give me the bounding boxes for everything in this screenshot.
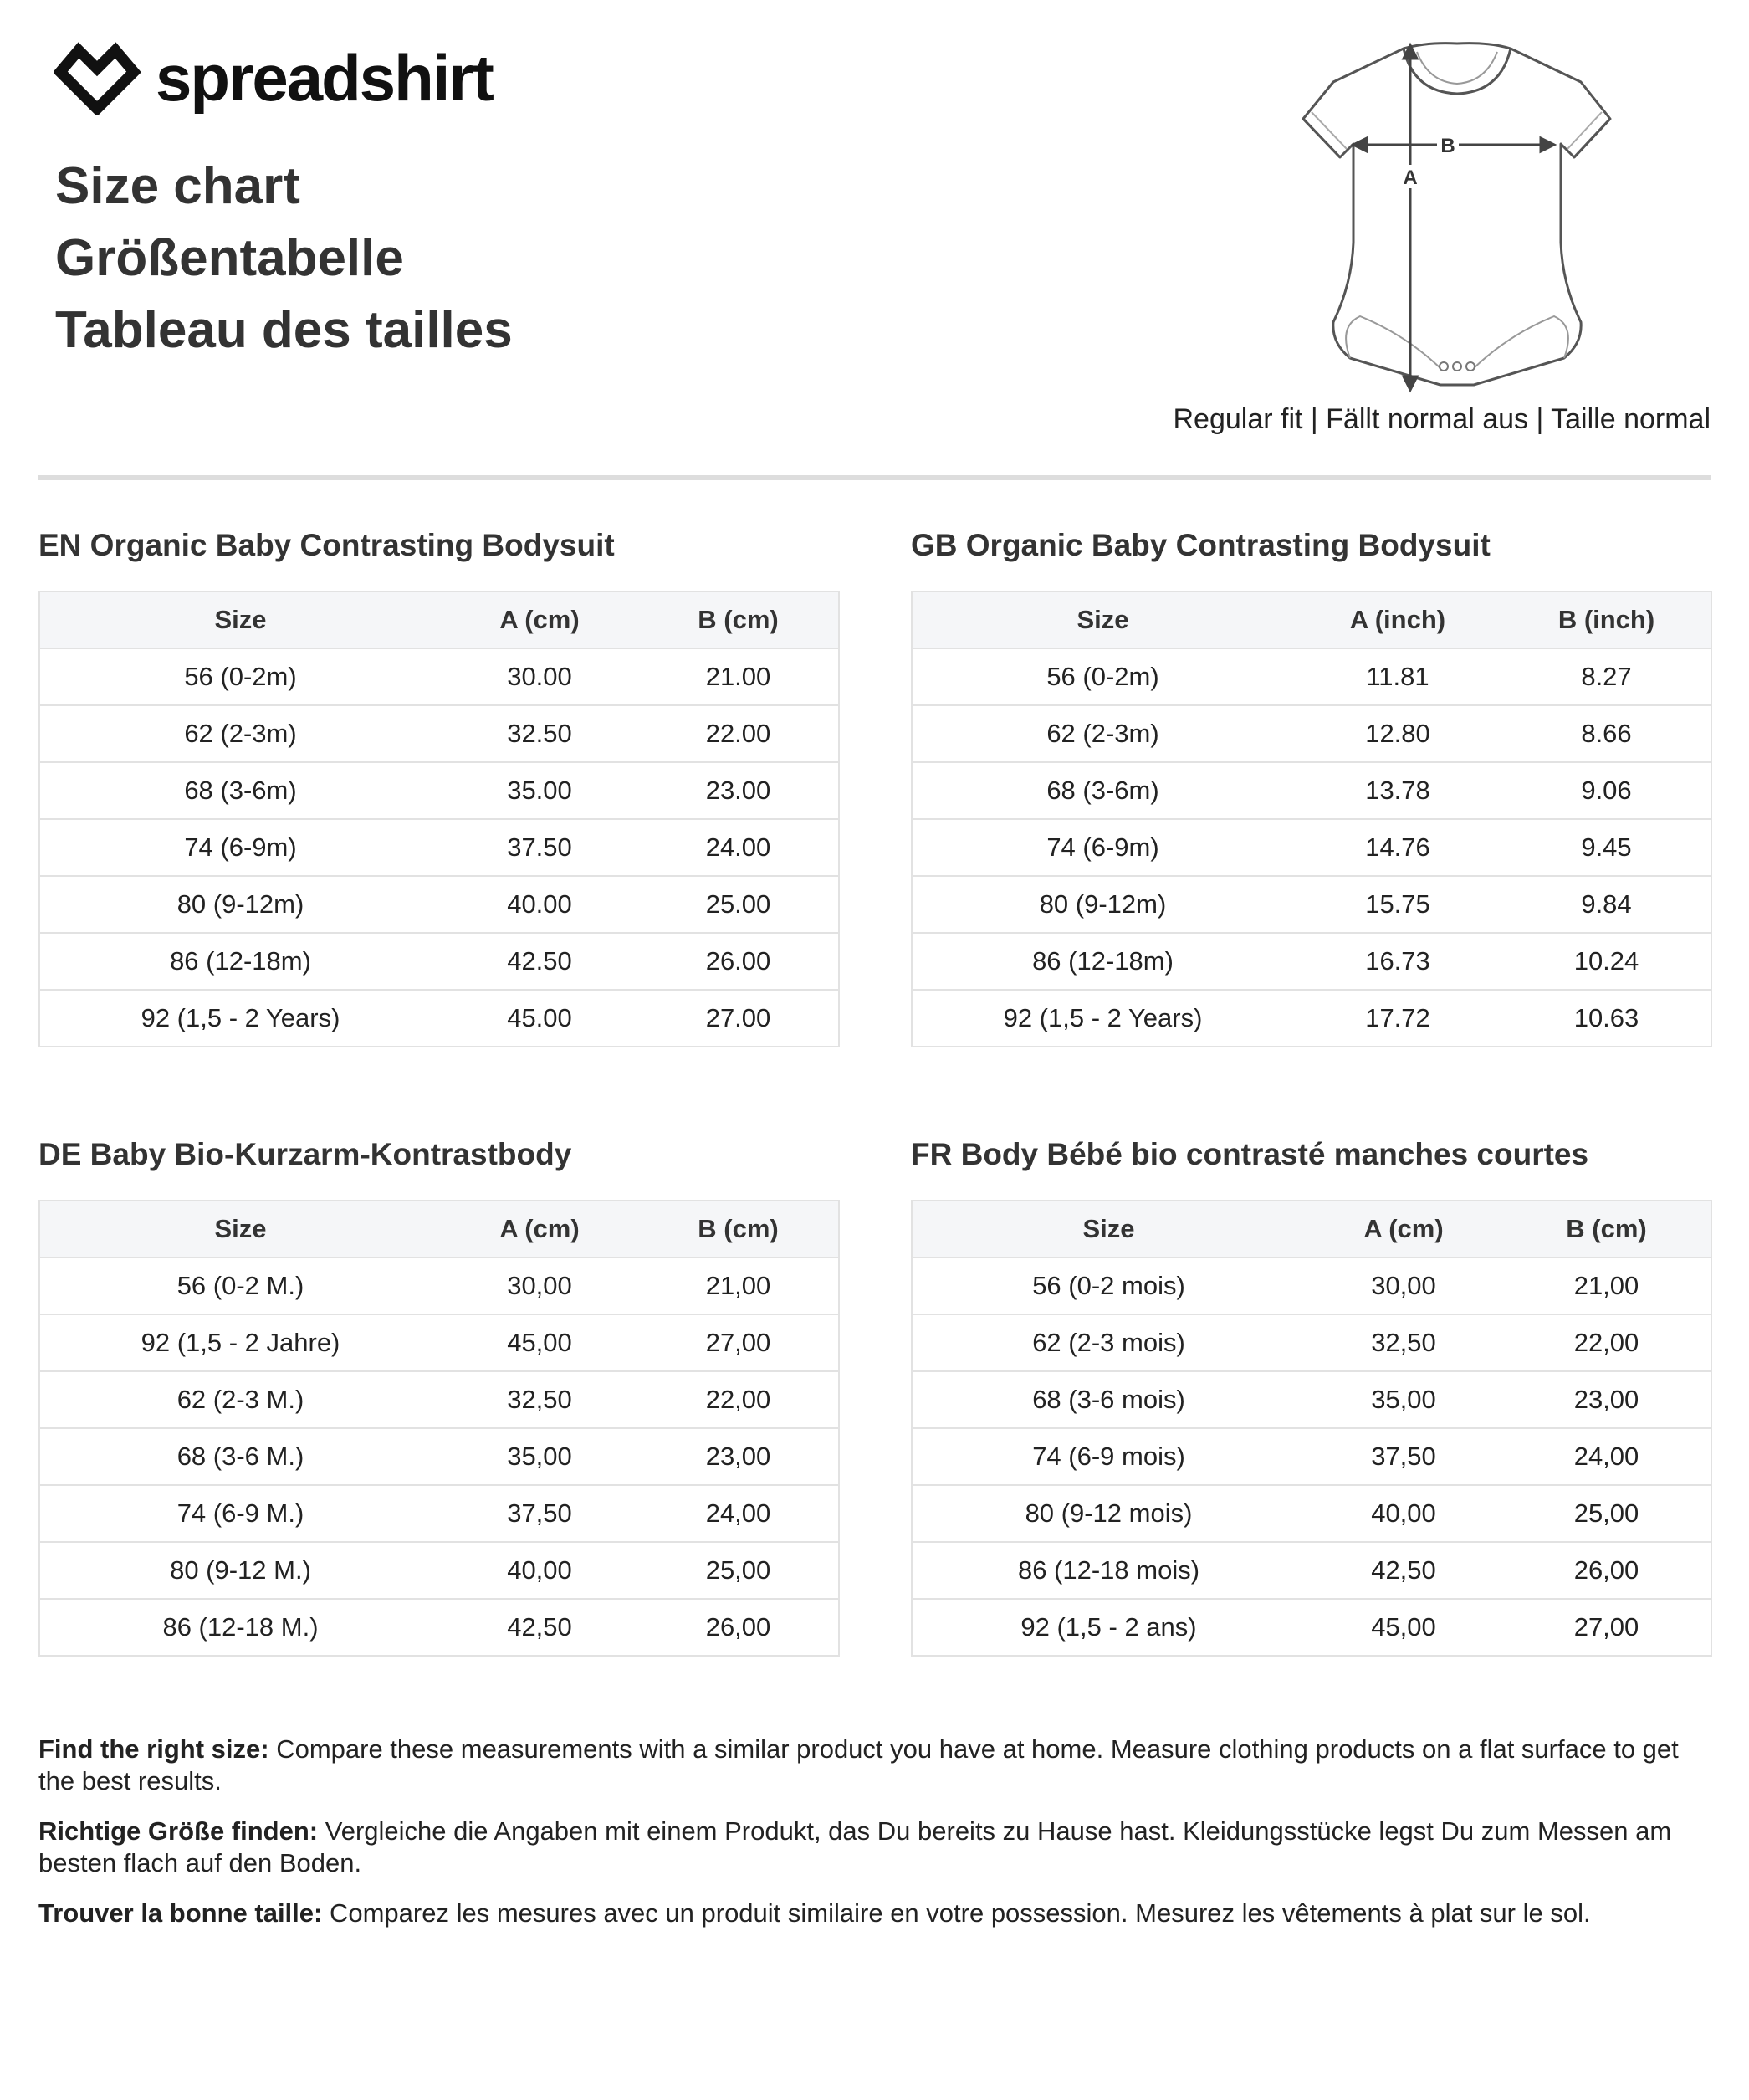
table-row: [912, 1599, 1711, 1656]
table-cell: 74 (6-9m): [912, 819, 1293, 876]
table-row: [39, 1542, 839, 1599]
brand-name: spreadshirt: [156, 41, 493, 115]
table-cell: 22.00: [638, 705, 839, 762]
table-row: [912, 762, 1711, 819]
table-cell: 9.06: [1502, 762, 1711, 819]
table-row: [39, 648, 839, 705]
column-header: A (inch): [1293, 592, 1502, 648]
table-cell: 92 (1,5 - 2 Years): [912, 990, 1293, 1047]
table-cell: 80 (9-12 M.): [39, 1542, 441, 1599]
table-cell: 56 (0-2m): [912, 648, 1293, 705]
table-title: DE Baby Bio-Kurzarm-Kontrastbody: [38, 1137, 572, 1171]
table-row: [912, 1485, 1711, 1542]
table-row: [39, 1371, 839, 1428]
table-cell: 80 (9-12 mois): [912, 1485, 1305, 1542]
column-header: B (cm): [638, 1201, 839, 1257]
table-row: [39, 705, 839, 762]
size-table-fr: [911, 1136, 1711, 1657]
table-cell: 86 (12-18 mois): [912, 1542, 1305, 1599]
table-title: FR Body Bébé bio contrasté manches courtes: [911, 1137, 1589, 1171]
table-cell: 62 (2-3 M.): [39, 1371, 441, 1428]
table-header-row: [912, 592, 1711, 648]
table-cell: 14.76: [1293, 819, 1502, 876]
table-header-row: [912, 1201, 1711, 1257]
table-row: [39, 1314, 839, 1371]
table-row: [912, 933, 1711, 990]
column-header: A (cm): [441, 1201, 638, 1257]
table-cell: 12.80: [1293, 705, 1502, 762]
table-cell: 32,50: [1305, 1314, 1502, 1371]
table-cell: 37,50: [1305, 1428, 1502, 1485]
page-title-fr: Tableau des tailles: [55, 301, 513, 359]
table-cell: 40,00: [1305, 1485, 1502, 1542]
table-cell: 26,00: [1502, 1542, 1711, 1599]
table-cell: 86 (12-18m): [912, 933, 1293, 990]
table-cell: 10.63: [1502, 990, 1711, 1047]
brand-logo: [54, 40, 493, 115]
note-label: Richtige Größe finden:: [38, 1816, 319, 1846]
table-cell: 74 (6-9 M.): [39, 1485, 441, 1542]
column-header: Size: [912, 1201, 1305, 1257]
table-title: GB Organic Baby Contrasting Bodysuit: [911, 528, 1491, 562]
table-row: [39, 990, 839, 1047]
table-cell: 9.45: [1502, 819, 1711, 876]
table-cell: 74 (6-9 mois): [912, 1428, 1305, 1485]
table-cell: 32.50: [441, 705, 638, 762]
table-cell: 24.00: [638, 819, 839, 876]
table-cell: 25.00: [638, 876, 839, 933]
table-cell: 16.73: [1293, 933, 1502, 990]
measure-label-b: B: [1440, 135, 1455, 157]
table-cell: 37,50: [441, 1485, 638, 1542]
size-table: [911, 1200, 1712, 1657]
table-header-row: [39, 1201, 839, 1257]
measurement-notes: [38, 1734, 1711, 1948]
table-cell: 23,00: [638, 1428, 839, 1485]
table-cell: 25,00: [1502, 1485, 1711, 1542]
size-table: [911, 591, 1712, 1047]
table-cell: 56 (0-2m): [39, 648, 441, 705]
table-cell: 62 (2-3 mois): [912, 1314, 1305, 1371]
table-cell: 45,00: [441, 1314, 638, 1371]
table-cell: 35,00: [1305, 1371, 1502, 1428]
column-header: B (inch): [1502, 592, 1711, 648]
table-cell: 42,50: [1305, 1542, 1502, 1599]
table-row: [912, 1314, 1711, 1371]
table-cell: 21,00: [638, 1257, 839, 1314]
table-cell: 68 (3-6m): [39, 762, 441, 819]
table-row: [912, 705, 1711, 762]
table-cell: 37.50: [441, 819, 638, 876]
size-table: [38, 1200, 840, 1657]
table-cell: 45,00: [1305, 1599, 1502, 1656]
table-cell: 42.50: [441, 933, 638, 990]
table-cell: 27,00: [1502, 1599, 1711, 1656]
table-cell: 27.00: [638, 990, 839, 1047]
table-cell: 27,00: [638, 1314, 839, 1371]
table-cell: 22,00: [1502, 1314, 1711, 1371]
table-cell: 13.78: [1293, 762, 1502, 819]
table-cell: 92 (1,5 - 2 Jahre): [39, 1314, 441, 1371]
size-table-gb: [911, 527, 1711, 1047]
table-row: [39, 876, 839, 933]
column-header: Size: [912, 592, 1293, 648]
note-label: Find the right size:: [38, 1734, 269, 1764]
table-cell: 9.84: [1502, 876, 1711, 933]
note-text: Compare these measurements with a similar product you have at home. Measure clothing products on a flat surface to get the best results.: [38, 1734, 1679, 1795]
table-cell: 68 (3-6 M.): [39, 1428, 441, 1485]
table-row: [39, 1599, 839, 1656]
table-cell: 62 (2-3m): [39, 705, 441, 762]
page-title-en: Size chart: [55, 157, 300, 215]
table-cell: 32,50: [441, 1371, 638, 1428]
table-cell: 11.81: [1293, 648, 1502, 705]
table-cell: 30,00: [441, 1257, 638, 1314]
table-row: [912, 876, 1711, 933]
table-cell: 23.00: [638, 762, 839, 819]
table-row: [912, 1257, 1711, 1314]
table-cell: 80 (9-12m): [39, 876, 441, 933]
header-divider: [38, 475, 1711, 480]
heart-outline-icon: [54, 40, 141, 115]
column-header: Size: [39, 1201, 441, 1257]
table-row: [39, 1428, 839, 1485]
table-cell: 23,00: [1502, 1371, 1711, 1428]
table-row: [39, 933, 839, 990]
table-row: [39, 762, 839, 819]
table-cell: 8.66: [1502, 705, 1711, 762]
table-cell: 35.00: [441, 762, 638, 819]
note-text: Vergleiche die Angaben mit einem Produkt, das Du bereits zu Hause hast. Kleidungsstücke legst Du zum Messen am besten flach auf den Boden.: [38, 1816, 1672, 1877]
table-row: [912, 1371, 1711, 1428]
note-en: [38, 1734, 1711, 1797]
table-cell: 92 (1,5 - 2 Years): [39, 990, 441, 1047]
table-cell: 40.00: [441, 876, 638, 933]
table-cell: 26,00: [638, 1599, 839, 1656]
table-row: [912, 648, 1711, 705]
note-text: Comparez les mesures avec un produit similaire en votre possession. Mesurez les vêtements à plat sur le sol.: [329, 1898, 1591, 1928]
table-cell: 22,00: [638, 1371, 839, 1428]
table-cell: 30,00: [1305, 1257, 1502, 1314]
column-header: Size: [39, 592, 441, 648]
table-cell: 40,00: [441, 1542, 638, 1599]
note-fr: [38, 1898, 1711, 1929]
table-cell: 80 (9-12m): [912, 876, 1293, 933]
table-row: [912, 990, 1711, 1047]
table-cell: 24,00: [1502, 1428, 1711, 1485]
table-row: [39, 1485, 839, 1542]
table-cell: 10.24: [1502, 933, 1711, 990]
table-cell: 25,00: [638, 1542, 839, 1599]
table-cell: 24,00: [638, 1485, 839, 1542]
table-row: [912, 1428, 1711, 1485]
measure-label-a: A: [1403, 166, 1418, 189]
page-title-de: Größentabelle: [55, 229, 404, 287]
size-table-en: [38, 527, 838, 1047]
column-header: B (cm): [1502, 1201, 1711, 1257]
table-cell: 45.00: [441, 990, 638, 1047]
table-header-row: [39, 592, 839, 648]
table-cell: 56 (0-2 M.): [39, 1257, 441, 1314]
table-cell: 21.00: [638, 648, 839, 705]
bodysuit-diagram: [1280, 33, 1631, 402]
table-cell: 86 (12-18m): [39, 933, 441, 990]
size-table-de: [38, 1136, 838, 1657]
table-cell: 35,00: [441, 1428, 638, 1485]
page-titles: [55, 151, 513, 366]
table-cell: 42,50: [441, 1599, 638, 1656]
table-cell: 92 (1,5 - 2 ans): [912, 1599, 1305, 1656]
table-cell: 74 (6-9m): [39, 819, 441, 876]
fit-description: Regular fit | Fällt normal aus | Taille normal: [1173, 403, 1711, 435]
table-row: [912, 1542, 1711, 1599]
note-de: [38, 1816, 1711, 1879]
column-header: A (cm): [1305, 1201, 1502, 1257]
table-row: [39, 1257, 839, 1314]
size-table: [38, 591, 840, 1047]
table-title: EN Organic Baby Contrasting Bodysuit: [38, 528, 615, 562]
table-cell: 30.00: [441, 648, 638, 705]
table-cell: 21,00: [1502, 1257, 1711, 1314]
note-label: Trouver la bonne taille:: [38, 1898, 323, 1928]
table-cell: 68 (3-6 mois): [912, 1371, 1305, 1428]
column-header: B (cm): [638, 592, 839, 648]
table-cell: 56 (0-2 mois): [912, 1257, 1305, 1314]
column-header: A (cm): [441, 592, 638, 648]
table-cell: 8.27: [1502, 648, 1711, 705]
table-cell: 17.72: [1293, 990, 1502, 1047]
table-cell: 68 (3-6m): [912, 762, 1293, 819]
table-cell: 86 (12-18 M.): [39, 1599, 441, 1656]
table-row: [39, 819, 839, 876]
table-cell: 62 (2-3m): [912, 705, 1293, 762]
table-cell: 15.75: [1293, 876, 1502, 933]
table-row: [912, 819, 1711, 876]
table-cell: 26.00: [638, 933, 839, 990]
